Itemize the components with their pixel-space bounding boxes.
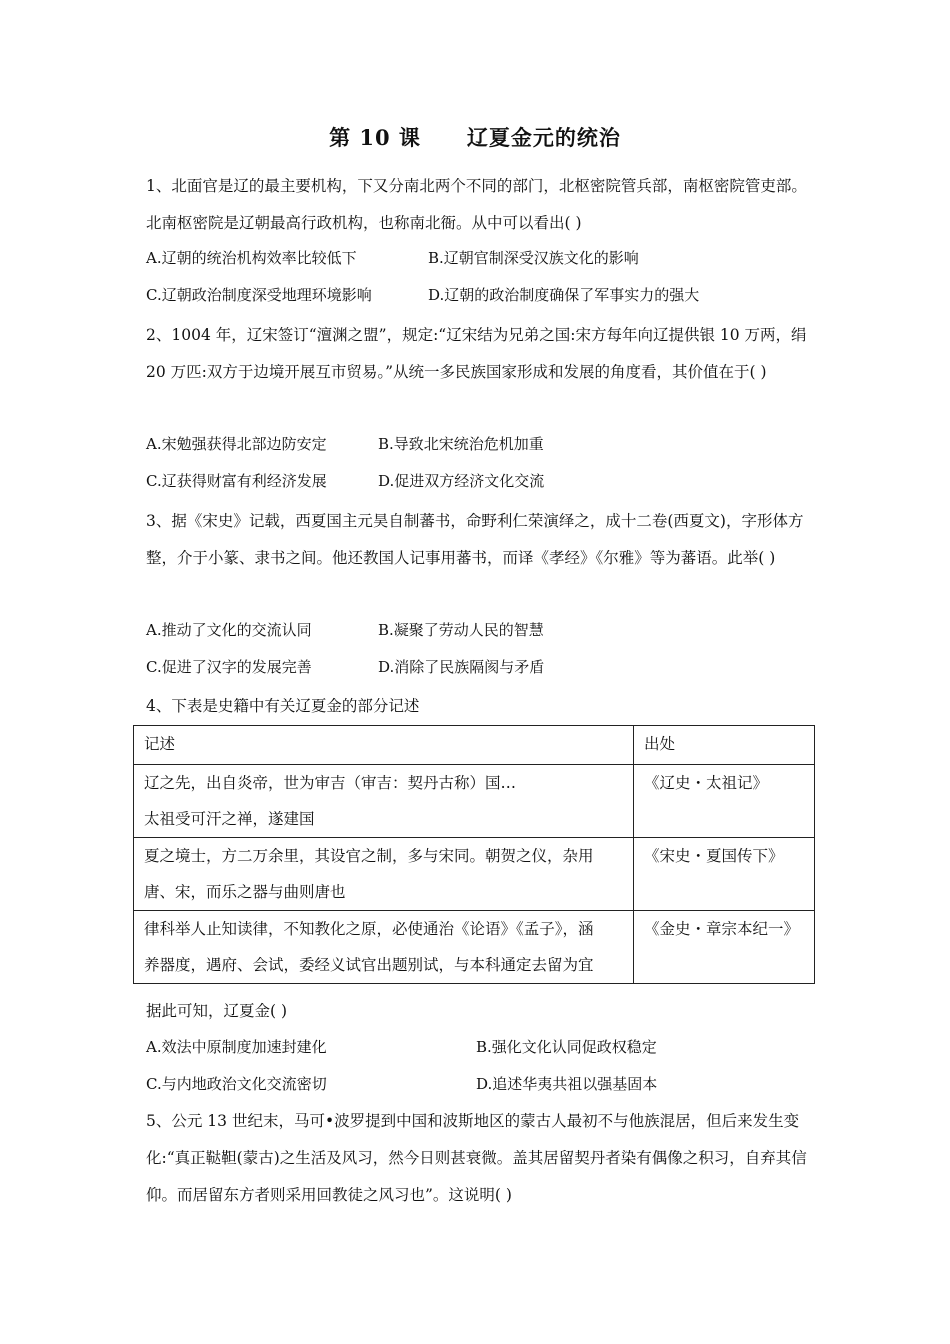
question-4-options-row-2 [146,1066,818,1103]
table-row [134,765,815,838]
q1-option-b[interactable]: B.辽朝官制深受汉族文化的影响 [428,249,639,267]
record-line: 养器度，遇府、会试，委经义试官出题别试，与本科通定去留为宜 [144,956,594,974]
question-4-followup: 据此可知，辽夏金( ) [146,1002,288,1020]
q4-option-b[interactable]: B.强化文化认同促政权稳定 [476,1038,657,1056]
q1-option-c[interactable]: C.辽朝政治制度深受地理环境影响 [146,286,372,304]
question-1-stem: 1、北面官是辽的最主要机构，下又分南北两个不同的部门，北枢密院管兵部，南枢密院管吏部。北南枢密院是辽朝最高行政机构，也称南北衙。从中可以看出( ) [146,177,807,232]
table-cell-record [134,765,634,838]
question-2-stem: 2、1004 年，辽宋签订“澶渊之盟”，规定:“辽宋结为兄弟之国:宋方每年向辽提供银 10 万两，绢 20 万匹:双方于边境开展互市贸易。”从统一多民族国家形成和发展的角度看，其价值在于( ) [146,326,807,381]
table-cell-record [134,838,634,911]
question-1-options-row-2 [146,277,818,314]
q4-option-c[interactable]: C.与内地政治文化交流密切 [146,1075,327,1093]
question-5-stem: 5、公元 13 世纪末，马可•波罗提到中国和波斯地区的蒙古人最初不与他族混居，但后来发生变化:“真正鞑靼(蒙古)之生活及风习，然今日则甚衰微。盖其居留契丹者染有偶像之积习，自弃其信仰。而居留东方者则采用回教徒之风习也”。这说明( ) [146,1112,807,1204]
question-3-stem: 3、据《宋史》记载，西夏国主元昊自制蕃书，命野利仁荣演绎之，成十二卷(西夏文)，字形体方整，介于小篆、隶书之间。他还教国人记事用蕃书，而译《孝经》《尔雅》等为蕃语。此举( ) [146,512,804,567]
table-cell-record [134,911,634,984]
q3-option-d[interactable]: D.消除了民族隔阂与矛盾 [378,658,545,676]
q2-option-a[interactable]: A.宋勉强获得北部边防安定 [146,435,327,453]
q2-option-c[interactable]: C.辽获得财富有利经济发展 [146,472,327,490]
question-4-stem: 4、下表是史籍中有关辽夏金的部分记述 [146,697,420,715]
lesson-number: 第 10 课 [329,125,421,150]
question-2-options-row-1 [146,426,818,463]
q3-option-c[interactable]: C.促进了汉字的发展完善 [146,658,312,676]
table-header-record: 记述 [134,726,634,765]
question-1-options-row-1 [146,240,818,277]
q2-option-b[interactable]: B.导致北宋统治危机加重 [378,435,544,453]
table-cell-source: 《辽史・太祖记》 [634,765,815,838]
q3-option-b[interactable]: B.凝聚了劳动人民的智慧 [378,621,544,639]
question-2-options-row-2 [146,463,818,500]
record-line: 辽之先，出自炎帝，世为审吉（审吉：契丹古称）国… [144,774,517,792]
record-line: 夏之境士，方二万余里，其设官之制，多与宋同。朝贺之仪，杂用 [144,847,594,865]
q2-option-d[interactable]: D.促进双方经济文化交流 [378,472,545,490]
table-row [134,838,815,911]
question-4-options-row-1 [146,1029,818,1066]
table-row [134,911,815,984]
q4-option-a[interactable]: A.效法中原制度加速封建化 [146,1038,327,1056]
table-cell-source: 《金史・章宗本纪一》 [634,911,815,984]
table-header-source: 出处 [634,726,815,765]
lesson-topic: 辽夏金元的统治 [466,125,621,150]
table-cell-source: 《宋史・夏国传下》 [634,838,815,911]
q3-option-a[interactable]: A.推动了文化的交流认同 [146,621,312,639]
page-title [0,122,950,152]
record-line: 太祖受可汗之禅，遂建国 [144,810,315,828]
records-table [133,725,815,984]
q1-option-a[interactable]: A.辽朝的统治机构效率比较低下 [146,249,357,267]
question-3-options-row-2 [146,649,818,686]
table-header-row [134,726,815,765]
q4-option-d[interactable]: D.追述华夷共祖以强基固本 [476,1075,658,1093]
question-3-options-row-1 [146,612,818,649]
q1-option-d[interactable]: D.辽朝的政治制度确保了军事实力的强大 [428,286,700,304]
record-line: 唐、宋，而乐之器与曲则唐也 [144,883,346,901]
record-line: 律科举人止知读律，不知教化之原，必使通治《论语》《孟子》，涵 [144,920,594,938]
